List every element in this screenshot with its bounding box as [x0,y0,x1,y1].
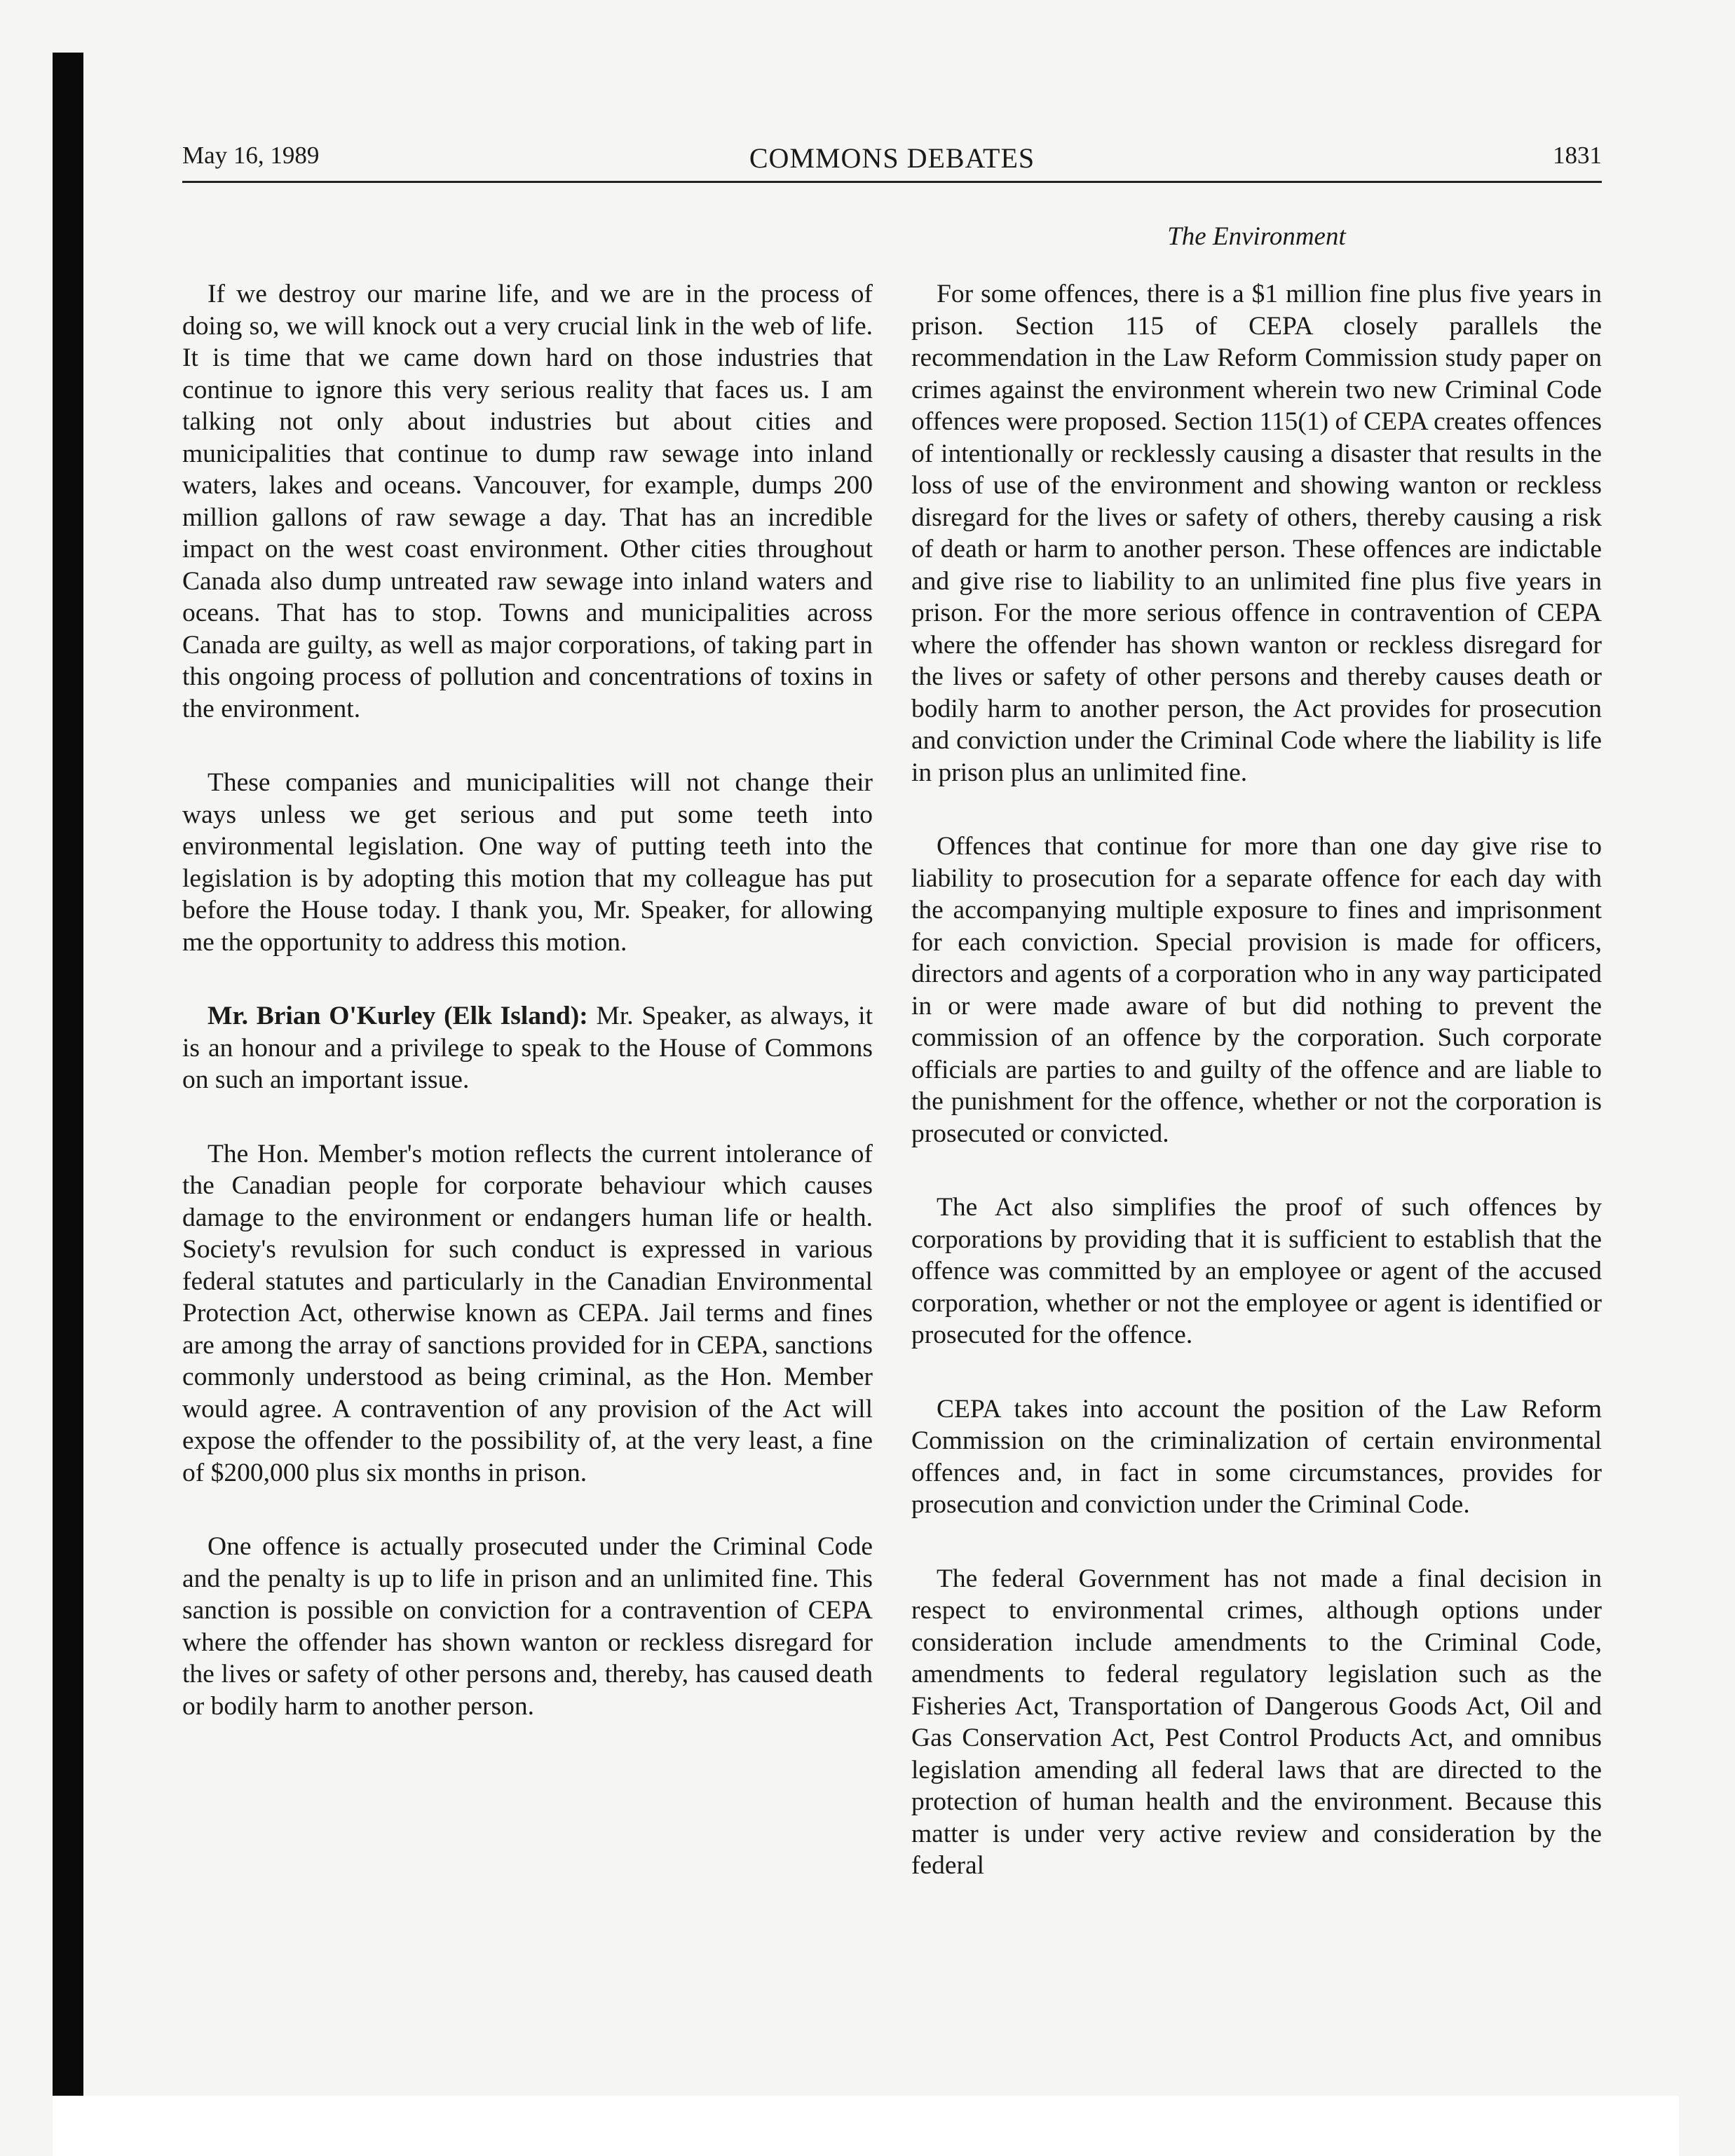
paragraph: The Hon. Member's motion reflects the current intolerance of the Canadian people for corporate behaviour which causes damage to the environment or endangers human life or health. Society's revulsion for such conduct is expressed in various federal statutes and particularly in the Canadian Environmental Protection Act, otherwise known as CEPA. Jail terms and fines are among the array of sanctions provided for in CEPA, sanctions commonly understood as being criminal, as the Hon. Member would agree. A contravention of any provision of the Act will expose the offender to the possibility of, at the very least, a fine of $200,000 plus six months in prison. [182,1139,873,1487]
scan-edge [53,53,83,2096]
paragraph: If we destroy our marine life, and we are in the process of doing so, we will knock out a very crucial link in the web of life. It is time that we came down hard on those industries that continue to ignore this very serious reality that faces us. I am talking not only about industries but about cities and municipalities that continue to dump raw sewage into inland waters, lakes and oceans. Vancouver, for example, dumps 200 million gallons of raw sewage a day. That has an incredible impact on the west coast environment. Other cities throughout Canada also dump untreated raw sewage into inland waters and oceans. That has to stop. Towns and municipalities across Canada are guilty, as well as major corporations, of taking part in this ongoing process of pollution and concentrations of toxins in the environment. [182,280,873,723]
paragraph: The Act also simplifies the proof of such offences by corporations by providing that it is sufficient to establish that the offence was committed by an employee or agent of the accused corporation, whether or not the employee or agent is identified or prosecuted for the offence. [911,1193,1602,1349]
speaker-name: Mr. Brian O'Kurley (Elk Island): [207,1002,588,1030]
paragraph [182,1000,873,1096]
header-page-number: 1831 [1553,142,1602,169]
paragraph: For some offences, there is a $1 million fine plus five years in prison. Section 115 of CEPA closely parallels the recommendation in the Law Reform Commission study paper on crimes against the environment wherein two new Criminal Code offences were proposed. Section 115(1) of CEPA creates offences of intentionally or recklessly causing a disaster that results in the loss of use of the environment and showing wanton or reckless disregard for the lives or safety of others, thereby causing a risk of death or harm to another person. These offences are indictable and give rise to liability to an unlimited fine plus five years in prison. For the more serious offence in contravention of CEPA where the offender has shown wanton or reckless disregard for the lives or safety of other persons and thereby causes death or bodily harm to another person, the Act provides for prosecution and conviction under the Criminal Code where the liability is life in prison plus an unlimited fine. [911,280,1602,787]
header-rule [182,181,1602,183]
paragraph-text: Mr. Speaker, as always, it is an honour and a privilege to speak to the House of Commons on such an important issue. [182,1002,873,1094]
header-title: COMMONS DEBATES [749,142,1035,174]
left-column [182,278,873,1764]
scan-bottom-margin [53,2096,1679,2156]
paragraph: CEPA takes into account the position of the Law Reform Commission on the criminalization of certain environmental offences and, in fact in some circumstances, provides for prosecution and conviction under the Criminal Code. [911,1394,1602,1519]
right-column [911,278,1602,1924]
page-header [182,142,1602,185]
paragraph: The federal Government has not made a final decision in respect to environmental crimes, although options under consideration include amendments to the Criminal Code, amendments to federal regulatory legislation such as the Fisheries Act, Transportation of Dangerous Goods Act, Oil and Gas Conservation Act, Pest Control Products Act, and omnibus legislation amending all federal laws that are directed to the protection of human health and the environment. Because this matter is under very active review and consideration by the federal [911,1564,1602,1880]
running-head: The Environment [1167,222,1346,251]
paragraph: Offences that continue for more than one day give rise to liability to prosecution for a separate offence for each day with the accompanying multiple exposure to fines and imprisonment for each conviction. Special provision is made for officers, directors and agents of a corporation who in any way participated in or were made aware of but did nothing to prevent the commission of an offence by the corporation. Such corporate officials are parties to and guilty of the offence and are liable to the punishment for the offence, whether or not the corporation is prosecuted or convicted. [911,832,1602,1148]
paragraph: One offence is actually prosecuted under the Criminal Code and the penalty is up to life in prison and an unlimited fine. This sanction is possible on conviction for a contravention of CEPA where the offender has shown wanton or reckless disregard for the lives or safety of other persons and, thereby, has caused death or bodily harm to another person. [182,1532,873,1721]
header-date: May 16, 1989 [182,142,320,169]
paragraph: These companies and municipalities will not change their ways unless we get serious and put some teeth into environmental legislation. One way of putting teeth into the legislation is by adopting this motion that my colleague has put before the House today. I thank you, Mr. Speaker, for allowing me the opportunity to address this motion. [182,768,873,957]
